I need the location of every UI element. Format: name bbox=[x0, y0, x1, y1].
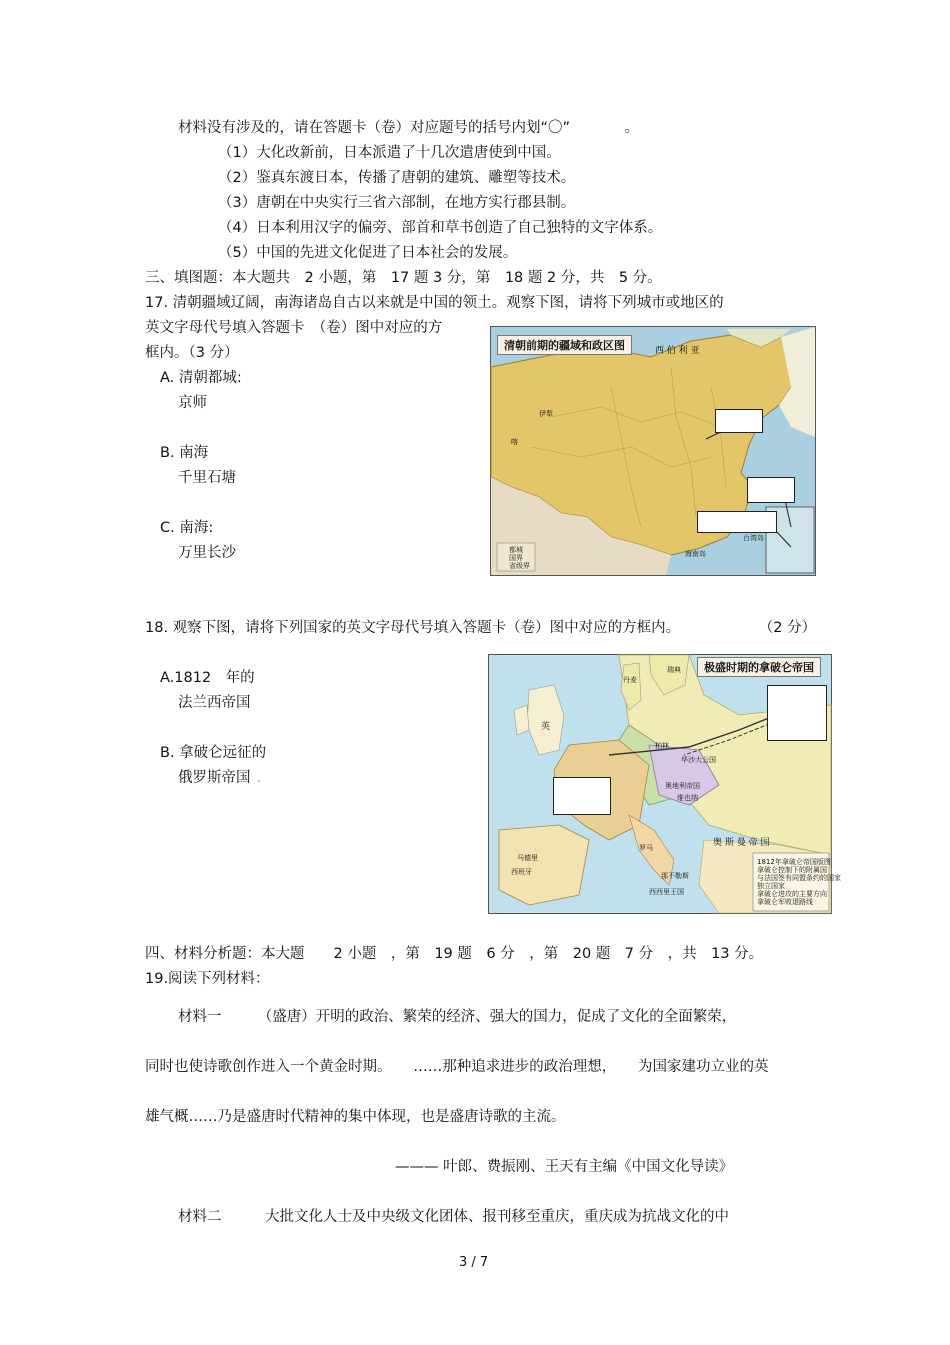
qing-map-label-taiwan: 台湾岛 bbox=[743, 534, 764, 542]
q18-option-a-label: A.1812 年的 bbox=[160, 670, 255, 686]
q18-option-b-value: 俄罗斯帝国 . bbox=[178, 770, 262, 786]
q18-option-b-text: 俄罗斯帝国 bbox=[178, 770, 251, 786]
napoleon-map-label-austria: 奥地利帝国 bbox=[665, 782, 700, 790]
statement-1: （1）大化改新前，日本派遣了十几次遣唐使到中国。 bbox=[218, 145, 561, 161]
qing-map-label-ka: 喀 bbox=[511, 438, 518, 446]
napoleon-map-label-spain: 西班牙 bbox=[511, 868, 532, 876]
napoleon-legend-4: 独立国家 bbox=[757, 882, 785, 890]
napoleon-map-answer-box-2[interactable] bbox=[553, 777, 611, 815]
q17-option-b-value: 千里石塘 bbox=[178, 470, 236, 486]
napoleon-empire-map bbox=[488, 654, 841, 914]
napoleon-legend-5: 拿破仑进攻的主要方向 bbox=[757, 890, 827, 898]
section4-heading: 四、材料分析题：本大题 2 小题 ，第 19 题 6 分 ，第 20 题 7 分 ，共 13 分。 bbox=[145, 946, 764, 962]
napoleon-legend-6: 拿破仑军败退路线 bbox=[757, 898, 813, 906]
statement-4: （4）日本利用汉字的偏旁、部首和草书创造了自己独特的文字体系。 bbox=[218, 220, 663, 236]
q17-option-a-value: 京师 bbox=[178, 395, 207, 411]
qing-map-title: 清朝前期的疆域和政区图 bbox=[497, 335, 632, 355]
statement-5: （5）中国的先进文化促进了日本社会的发展。 bbox=[218, 245, 518, 261]
q17-line3: 框内。（3 分） bbox=[145, 345, 239, 361]
q17-line1: 17. 清朝疆域辽阔，南海诸岛自古以来就是中国的领土。观察下图，请将下列城市或地区的 bbox=[145, 295, 724, 311]
q18-instruction: 18. 观察下图，请将下列国家的英文字母代号填入答题卡（卷）图中对应的方框内。 bbox=[145, 620, 681, 636]
qing-map-label-siberia: 西 伯 利 亚 bbox=[655, 346, 700, 356]
q17-option-c-label: C. 南海: bbox=[160, 520, 214, 536]
q18-option-a-value: 法兰西帝国 bbox=[178, 695, 251, 711]
intro-text: 材料没有涉及的，请在答题卡（卷）对应题号的括号内划“〇” bbox=[178, 120, 571, 136]
q19-title: 19.阅读下列材料： bbox=[145, 971, 270, 987]
statement-3: （3）唐朝在中央实行三省六部制，在地方实行郡县制。 bbox=[218, 195, 576, 211]
q18-line1 bbox=[145, 618, 816, 638]
napoleon-map-label-ottoman: 奥 斯 曼 帝 国 bbox=[713, 838, 770, 848]
qing-territory-map bbox=[490, 326, 816, 576]
intro-line bbox=[178, 118, 639, 138]
qing-map-label-hainan: 海南岛 bbox=[685, 550, 706, 558]
intro-period: 。 bbox=[624, 120, 640, 136]
q19-material1-line2: 同时也使诗歌创作进入一个黄金时期。 ……那种追求进步的政治理想， 为国家建功立业的英 bbox=[145, 1059, 769, 1075]
qing-map-graphic bbox=[491, 327, 815, 575]
q17-option-c-value: 万里长沙 bbox=[178, 545, 236, 561]
q19-material2-line1: 材料二 大批文化人士及中央级文化团体、报刊移至重庆，重庆成为抗战文化的中 bbox=[178, 1209, 729, 1225]
napoleon-map-label-denmark: 丹麦 bbox=[623, 676, 637, 684]
napoleon-map-label-vienna: 维也纳 bbox=[677, 794, 698, 802]
napoleon-map-label-england: 英 bbox=[541, 722, 551, 732]
q18-option-b-label: B. 拿破仑远征的 bbox=[160, 745, 267, 761]
qing-map-answer-box-2[interactable] bbox=[747, 477, 795, 503]
qing-map-answer-box-1[interactable] bbox=[715, 409, 763, 433]
q18-score: （2 分） bbox=[758, 620, 817, 636]
page-number: 3 / 7 bbox=[459, 1255, 489, 1270]
napoleon-legend-2: 拿破仑控制下的附属国 bbox=[757, 866, 827, 874]
statement-2: （2）鉴真东渡日本，传播了唐朝的建筑、雕塑等技术。 bbox=[218, 170, 576, 186]
napoleon-legend-1: 1812年拿破仑帝国版图 bbox=[757, 858, 831, 866]
napoleon-map-title: 极盛时期的拿破仑帝国 bbox=[697, 657, 821, 677]
qing-map-answer-box-3[interactable] bbox=[697, 511, 777, 533]
qing-map-legend-border: 国界 bbox=[509, 554, 523, 562]
section3-heading: 三、填图题：本大题共 2 小题，第 17 题 3 分，第 18 题 2 分，共 5 分。 bbox=[145, 270, 662, 286]
q19-source: ——— 叶郎、费振刚、王天有主编《中国文化导读》 bbox=[395, 1159, 734, 1175]
napoleon-map-answer-box-1[interactable] bbox=[767, 685, 827, 741]
qing-map-legend-capital: 都城 bbox=[509, 546, 523, 554]
napoleon-map-label-rome: 罗马 bbox=[639, 844, 653, 852]
qing-map-legend-province: 省级界 bbox=[509, 562, 530, 570]
napoleon-map-label-sweden: 瑞典 bbox=[667, 666, 681, 674]
napoleon-map-label-madrid: 马德里 bbox=[517, 854, 538, 862]
napoleon-map-label-berlin: 柏林 bbox=[655, 742, 669, 750]
q17-option-b-label: B. 南海 bbox=[160, 445, 209, 461]
q19-material1-line1: 材料一 （盛唐）开明的政治、繁荣的经济、强大的国力，促成了文化的全面繁荣， bbox=[178, 1009, 737, 1025]
napoleon-map-label-warsaw: 华沙大公国 bbox=[681, 756, 716, 764]
q19-material1-line3: 雄气概……乃是盛唐时代精神的集中体现，也是盛唐诗歌的主流。 bbox=[145, 1109, 566, 1125]
napoleon-map-label-sicily: 西西里王国 bbox=[649, 888, 684, 896]
napoleon-map-label-naples: 那不勒斯 bbox=[661, 872, 689, 880]
q17-line2: 英文字母代号填入答题卡 （卷）图中对应的方 bbox=[145, 320, 443, 336]
qing-map-label-yili: 伊犁 bbox=[539, 410, 553, 418]
napoleon-legend-3: 与法国签有同盟条约的国家 bbox=[757, 874, 841, 882]
q17-option-a-label: A. 清朝都城: bbox=[160, 370, 242, 386]
